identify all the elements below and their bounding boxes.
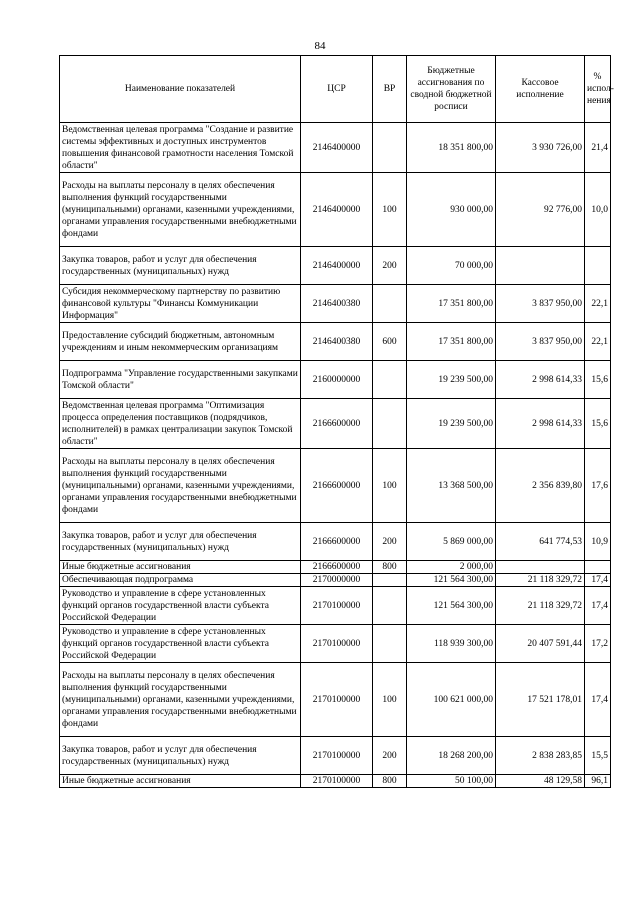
cell-pct: 15,6	[585, 399, 611, 449]
cell-csr: 2170100000	[301, 587, 373, 625]
cell-cash: 92 776,00	[496, 173, 585, 247]
cell-pct: 15,5	[585, 737, 611, 775]
cell-budget: 2 000,00	[407, 561, 496, 574]
cell-csr: 2166600000	[301, 523, 373, 561]
cell-budget: 930 000,00	[407, 173, 496, 247]
table-row	[60, 523, 611, 561]
cell-pct: 17,4	[585, 574, 611, 587]
cell-vr: 200	[373, 737, 407, 775]
cell-cash: 17 521 178,01	[496, 663, 585, 737]
cell-csr: 2160000000	[301, 361, 373, 399]
cell-pct: 21,4	[585, 123, 611, 173]
cell-vr	[373, 587, 407, 625]
cell-budget: 5 869 000,00	[407, 523, 496, 561]
cell-name: Расходы на выплаты персоналу в целях обеспечения выполнения функций государственными (муниципальными) органами, казенными учреждениями, органами управления государственными внебюджетными фондами	[60, 449, 301, 523]
cell-name: Закупка товаров, работ и услуг для обеспечения государственных (муниципальных) нужд	[60, 523, 301, 561]
cell-csr: 2146400000	[301, 123, 373, 173]
cell-name: Ведомственная целевая программа "Создание и развитие системы эффективных и доступных инструментов повышения финансовой грамотности населения Томской области"	[60, 123, 301, 173]
table-row	[60, 625, 611, 663]
cell-cash: 2 998 614,33	[496, 399, 585, 449]
cell-cash: 21 118 329,72	[496, 587, 585, 625]
cell-pct: 17,6	[585, 449, 611, 523]
cell-pct	[585, 561, 611, 574]
table-row	[60, 775, 611, 788]
cell-cash: 641 774,53	[496, 523, 585, 561]
header-pct: % испол-нения	[585, 56, 611, 123]
cell-csr: 2170000000	[301, 574, 373, 587]
table-row	[60, 574, 611, 587]
cell-budget: 17 351 800,00	[407, 285, 496, 323]
cell-pct: 22,1	[585, 323, 611, 361]
table-row	[60, 285, 611, 323]
table-header-row	[60, 56, 611, 123]
cell-pct: 96,1	[585, 775, 611, 788]
cell-pct: 15,6	[585, 361, 611, 399]
header-cash: Кассовое исполнение	[496, 56, 585, 123]
cell-vr: 100	[373, 449, 407, 523]
table-body	[60, 123, 611, 788]
cell-pct: 17,4	[585, 663, 611, 737]
cell-vr	[373, 285, 407, 323]
cell-name: Закупка товаров, работ и услуг для обеспечения государственных (муниципальных) нужд	[60, 737, 301, 775]
cell-cash: 48 129,58	[496, 775, 585, 788]
cell-vr: 600	[373, 323, 407, 361]
cell-cash: 3 837 950,00	[496, 323, 585, 361]
cell-name: Руководство и управление в сфере установленных функций органов государственной власти субъекта Российской Федерации	[60, 625, 301, 663]
cell-vr	[373, 625, 407, 663]
table-row	[60, 737, 611, 775]
cell-budget: 118 939 300,00	[407, 625, 496, 663]
cell-budget: 19 239 500,00	[407, 361, 496, 399]
cell-name: Расходы на выплаты персоналу в целях обеспечения выполнения функций государственными (муниципальными) органами, казенными учреждениями, органами управления государственными внебюджетными фондами	[60, 173, 301, 247]
cell-csr: 2166600000	[301, 399, 373, 449]
table-row	[60, 361, 611, 399]
cell-pct	[585, 247, 611, 285]
cell-csr: 2146400380	[301, 323, 373, 361]
cell-budget: 70 000,00	[407, 247, 496, 285]
cell-name: Предоставление субсидий бюджетным, автономным учреждениям и иным некоммерческим организациям	[60, 323, 301, 361]
cell-vr: 800	[373, 775, 407, 788]
cell-budget: 13 368 500,00	[407, 449, 496, 523]
cell-pct: 17,4	[585, 587, 611, 625]
table-row	[60, 247, 611, 285]
cell-cash	[496, 561, 585, 574]
cell-cash: 3 930 726,00	[496, 123, 585, 173]
table-row	[60, 399, 611, 449]
cell-csr: 2146400380	[301, 285, 373, 323]
cell-cash: 3 837 950,00	[496, 285, 585, 323]
cell-name: Закупка товаров, работ и услуг для обеспечения государственных (муниципальных) нужд	[60, 247, 301, 285]
table-row	[60, 663, 611, 737]
cell-name: Иные бюджетные ассигнования	[60, 775, 301, 788]
table-row	[60, 561, 611, 574]
cell-csr: 2170100000	[301, 775, 373, 788]
budget-table	[59, 55, 614, 788]
header-vr: ВР	[373, 56, 407, 123]
cell-cash	[496, 247, 585, 285]
table-row	[60, 587, 611, 625]
cell-vr	[373, 399, 407, 449]
cell-cash: 20 407 591,44	[496, 625, 585, 663]
cell-budget: 18 268 200,00	[407, 737, 496, 775]
header-budget: Бюджетные ассигнования по сводной бюджетной росписи	[407, 56, 496, 123]
cell-budget: 100 621 000,00	[407, 663, 496, 737]
cell-vr: 200	[373, 247, 407, 285]
cell-name: Ведомственная целевая программа "Оптимизация процесса определения поставщиков (подрядчиков, исполнителей) в рамках централизации закупок Томской области"	[60, 399, 301, 449]
cell-csr: 2146400000	[301, 247, 373, 285]
header-csr: ЦСР	[301, 56, 373, 123]
table-row	[60, 449, 611, 523]
cell-csr: 2166600000	[301, 561, 373, 574]
header-name: Наименование показателей	[60, 56, 301, 123]
cell-vr	[373, 574, 407, 587]
cell-budget: 18 351 800,00	[407, 123, 496, 173]
cell-pct: 10,9	[585, 523, 611, 561]
cell-budget: 121 564 300,00	[407, 587, 496, 625]
table-row	[60, 123, 611, 173]
cell-cash: 2 998 614,33	[496, 361, 585, 399]
page-number: 84	[314, 40, 326, 52]
cell-name: Руководство и управление в сфере установленных функций органов государственной власти субъекта Российской Федерации	[60, 587, 301, 625]
cell-csr: 2170100000	[301, 663, 373, 737]
cell-name: Расходы на выплаты персоналу в целях обеспечения выполнения функций государственными (муниципальными) органами, казенными учреждениями, органами управления государственными внебюджетными фондами	[60, 663, 301, 737]
cell-name: Подпрограмма "Управление государственными закупками Томской области"	[60, 361, 301, 399]
cell-name: Иные бюджетные ассигнования	[60, 561, 301, 574]
cell-vr: 200	[373, 523, 407, 561]
cell-vr: 100	[373, 173, 407, 247]
table-row	[60, 323, 611, 361]
table-row	[60, 173, 611, 247]
cell-name: Обеспечивающая подпрограмма	[60, 574, 301, 587]
cell-budget: 19 239 500,00	[407, 399, 496, 449]
cell-cash: 2 838 283,85	[496, 737, 585, 775]
cell-budget: 121 564 300,00	[407, 574, 496, 587]
cell-csr: 2170100000	[301, 737, 373, 775]
cell-cash: 21 118 329,72	[496, 574, 585, 587]
cell-vr: 800	[373, 561, 407, 574]
cell-pct: 17,2	[585, 625, 611, 663]
cell-csr: 2170100000	[301, 625, 373, 663]
cell-csr: 2146400000	[301, 173, 373, 247]
cell-budget: 50 100,00	[407, 775, 496, 788]
cell-vr: 100	[373, 663, 407, 737]
cell-budget: 17 351 800,00	[407, 323, 496, 361]
cell-pct: 22,1	[585, 285, 611, 323]
cell-pct: 10,0	[585, 173, 611, 247]
cell-csr: 2166600000	[301, 449, 373, 523]
cell-vr	[373, 123, 407, 173]
cell-cash: 2 356 839,80	[496, 449, 585, 523]
cell-vr	[373, 361, 407, 399]
cell-name: Субсидия некоммерческому партнерству по развитию финансовой культуры "Финансы Коммуникации Информация"	[60, 285, 301, 323]
